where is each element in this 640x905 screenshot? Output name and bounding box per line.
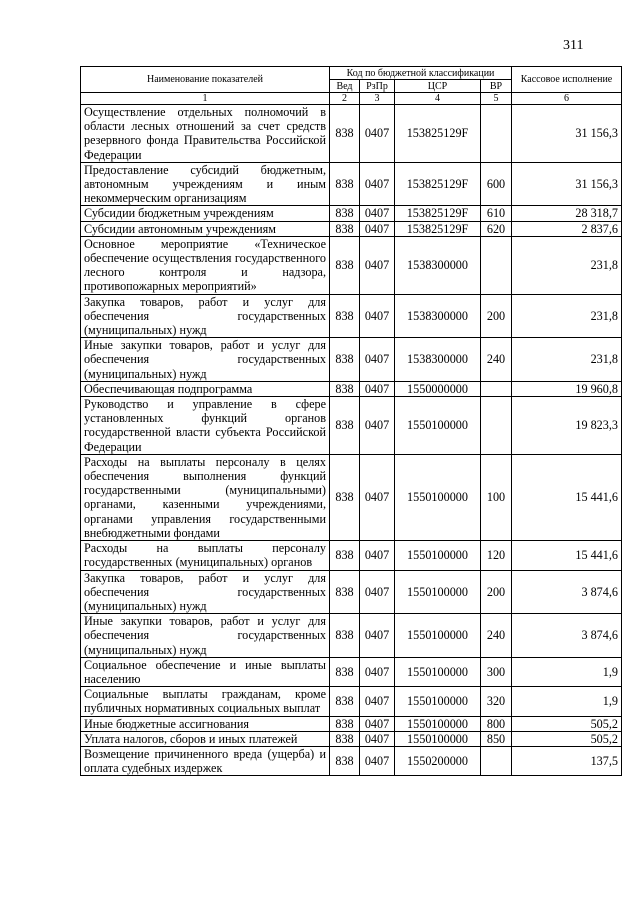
table-row (81, 731, 622, 746)
cell-csr: 1550000000 (395, 381, 481, 396)
cell-rzpr: 0407 (360, 338, 395, 382)
column-number: 1 (81, 93, 330, 105)
cell-csr: 153825129F (395, 206, 481, 221)
cell-rzpr: 0407 (360, 162, 395, 206)
table-row (81, 716, 622, 731)
table-row (81, 221, 622, 236)
cell-rzpr: 0407 (360, 105, 395, 163)
cell-csr: 1550200000 (395, 746, 481, 775)
cell-rzpr: 0407 (360, 614, 395, 658)
table-row (81, 454, 622, 540)
cell-vr: 800 (481, 716, 512, 731)
cell-name: Иные бюджетные ассигнования (81, 716, 330, 731)
cell-amount: 28 318,7 (512, 206, 622, 221)
cell-name: Социальное обеспечение и иные выплаты населению (81, 657, 330, 686)
cell-name: Субсидии автономным учреждениям (81, 221, 330, 236)
cell-vr: 240 (481, 614, 512, 658)
header-execution: Кассовое исполнение (512, 67, 622, 93)
table-row (81, 657, 622, 686)
cell-amount: 1,9 (512, 687, 622, 716)
cell-vr: 100 (481, 454, 512, 540)
cell-rzpr: 0407 (360, 657, 395, 686)
cell-ved: 838 (330, 657, 360, 686)
column-number: 5 (481, 93, 512, 105)
cell-csr: 1550100000 (395, 687, 481, 716)
cell-csr: 1538300000 (395, 294, 481, 338)
cell-name: Руководство и управление в сфере установленных функций органов государственной власти субъекта Российской Федерации (81, 397, 330, 455)
cell-vr: 300 (481, 657, 512, 686)
cell-vr: 620 (481, 221, 512, 236)
cell-csr: 1550100000 (395, 731, 481, 746)
header-rzpr: РзПр (360, 80, 395, 93)
cell-amount: 231,8 (512, 294, 622, 338)
cell-rzpr: 0407 (360, 381, 395, 396)
cell-name: Субсидии бюджетным учреждениям (81, 206, 330, 221)
cell-name: Социальные выплаты гражданам, кроме публичных нормативных социальных выплат (81, 687, 330, 716)
table-row (81, 570, 622, 614)
cell-ved: 838 (330, 614, 360, 658)
cell-name: Возмещение причиненного вреда (ущерба) и оплата судебных издержек (81, 746, 330, 775)
cell-csr: 1550100000 (395, 397, 481, 455)
cell-amount: 3 874,6 (512, 570, 622, 614)
cell-vr: 200 (481, 570, 512, 614)
cell-name: Осуществление отдельных полномочий в области лесных отношений за счет средств резервного фонда Правительства Российской Федерации (81, 105, 330, 163)
cell-ved: 838 (330, 731, 360, 746)
header-ved: Вед (330, 80, 360, 93)
cell-name: Закупка товаров, работ и услуг для обеспечения государственных (муниципальных) нужд (81, 570, 330, 614)
table-row (81, 381, 622, 396)
cell-rzpr: 0407 (360, 454, 395, 540)
cell-vr: 600 (481, 162, 512, 206)
cell-vr (481, 397, 512, 455)
cell-vr: 320 (481, 687, 512, 716)
cell-csr: 1550100000 (395, 454, 481, 540)
cell-vr: 200 (481, 294, 512, 338)
cell-vr (481, 236, 512, 294)
cell-ved: 838 (330, 162, 360, 206)
header-code-group: Код по бюджетной классификации (330, 67, 512, 80)
header-name: Наименование показателей (81, 67, 330, 93)
column-number: 6 (512, 93, 622, 105)
table-row (81, 687, 622, 716)
cell-csr: 1550100000 (395, 614, 481, 658)
cell-ved: 838 (330, 716, 360, 731)
cell-csr: 1538300000 (395, 236, 481, 294)
table-row (81, 541, 622, 570)
cell-amount: 3 874,6 (512, 614, 622, 658)
cell-amount: 31 156,3 (512, 162, 622, 206)
cell-csr: 153825129F (395, 105, 481, 163)
cell-rzpr: 0407 (360, 206, 395, 221)
cell-csr: 1550100000 (395, 716, 481, 731)
cell-name: Обеспечивающая подпрограмма (81, 381, 330, 396)
cell-amount: 19 960,8 (512, 381, 622, 396)
cell-ved: 838 (330, 746, 360, 775)
cell-vr (481, 746, 512, 775)
cell-rzpr: 0407 (360, 687, 395, 716)
table-row (81, 105, 622, 163)
cell-rzpr: 0407 (360, 570, 395, 614)
cell-amount: 31 156,3 (512, 105, 622, 163)
cell-ved: 838 (330, 206, 360, 221)
column-number: 4 (395, 93, 481, 105)
column-number: 3 (360, 93, 395, 105)
cell-ved: 838 (330, 397, 360, 455)
cell-ved: 838 (330, 570, 360, 614)
table-row (81, 206, 622, 221)
cell-name: Расходы на выплаты персоналу в целях обеспечения выполнения функций государственными (муниципальными) органами, казенными учреждениями, органами управления государственными внебюджетными фондами (81, 454, 330, 540)
cell-csr: 1550100000 (395, 570, 481, 614)
cell-name: Иные закупки товаров, работ и услуг для обеспечения государственных (муниципальных) нужд (81, 338, 330, 382)
cell-amount: 2 837,6 (512, 221, 622, 236)
cell-ved: 838 (330, 294, 360, 338)
cell-ved: 838 (330, 454, 360, 540)
cell-ved: 838 (330, 541, 360, 570)
header-vr: ВР (481, 80, 512, 93)
cell-amount: 15 441,6 (512, 541, 622, 570)
cell-name: Предоставление субсидий бюджетным, автономным учреждениям и иным некоммерческим организациям (81, 162, 330, 206)
column-number: 2 (330, 93, 360, 105)
cell-amount: 505,2 (512, 716, 622, 731)
cell-amount: 137,5 (512, 746, 622, 775)
cell-ved: 838 (330, 338, 360, 382)
cell-ved: 838 (330, 105, 360, 163)
page-number: 311 (563, 38, 584, 53)
cell-vr: 850 (481, 731, 512, 746)
cell-vr: 120 (481, 541, 512, 570)
table-row (81, 614, 622, 658)
cell-rzpr: 0407 (360, 294, 395, 338)
cell-rzpr: 0407 (360, 541, 395, 570)
cell-name: Закупка товаров, работ и услуг для обеспечения государственных (муниципальных) нужд (81, 294, 330, 338)
cell-name: Основное мероприятие «Техническое обеспечение осуществления государственного лесного контроля и надзора, противопожарных мероприятий» (81, 236, 330, 294)
cell-rzpr: 0407 (360, 716, 395, 731)
cell-amount: 19 823,3 (512, 397, 622, 455)
cell-vr: 240 (481, 338, 512, 382)
table-row (81, 236, 622, 294)
cell-ved: 838 (330, 381, 360, 396)
cell-ved: 838 (330, 687, 360, 716)
cell-rzpr: 0407 (360, 236, 395, 294)
cell-ved: 838 (330, 221, 360, 236)
cell-rzpr: 0407 (360, 221, 395, 236)
table-row (81, 338, 622, 382)
cell-rzpr: 0407 (360, 731, 395, 746)
cell-rzpr: 0407 (360, 746, 395, 775)
cell-amount: 231,8 (512, 236, 622, 294)
cell-name: Расходы на выплаты персоналу государственных (муниципальных) органов (81, 541, 330, 570)
cell-amount: 231,8 (512, 338, 622, 382)
cell-amount: 505,2 (512, 731, 622, 746)
budget-table (80, 66, 622, 776)
cell-csr: 153825129F (395, 162, 481, 206)
cell-csr: 1550100000 (395, 657, 481, 686)
cell-csr: 1550100000 (395, 541, 481, 570)
cell-amount: 1,9 (512, 657, 622, 686)
table-row (81, 294, 622, 338)
table-row (81, 162, 622, 206)
cell-vr: 610 (481, 206, 512, 221)
header-csr: ЦСР (395, 80, 481, 93)
cell-vr (481, 105, 512, 163)
cell-csr: 1538300000 (395, 338, 481, 382)
cell-rzpr: 0407 (360, 397, 395, 455)
table-row (81, 746, 622, 775)
cell-name: Уплата налогов, сборов и иных платежей (81, 731, 330, 746)
cell-ved: 838 (330, 236, 360, 294)
cell-amount: 15 441,6 (512, 454, 622, 540)
cell-name: Иные закупки товаров, работ и услуг для обеспечения государственных (муниципальных) нужд (81, 614, 330, 658)
cell-csr: 153825129F (395, 221, 481, 236)
cell-vr (481, 381, 512, 396)
table-row (81, 397, 622, 455)
